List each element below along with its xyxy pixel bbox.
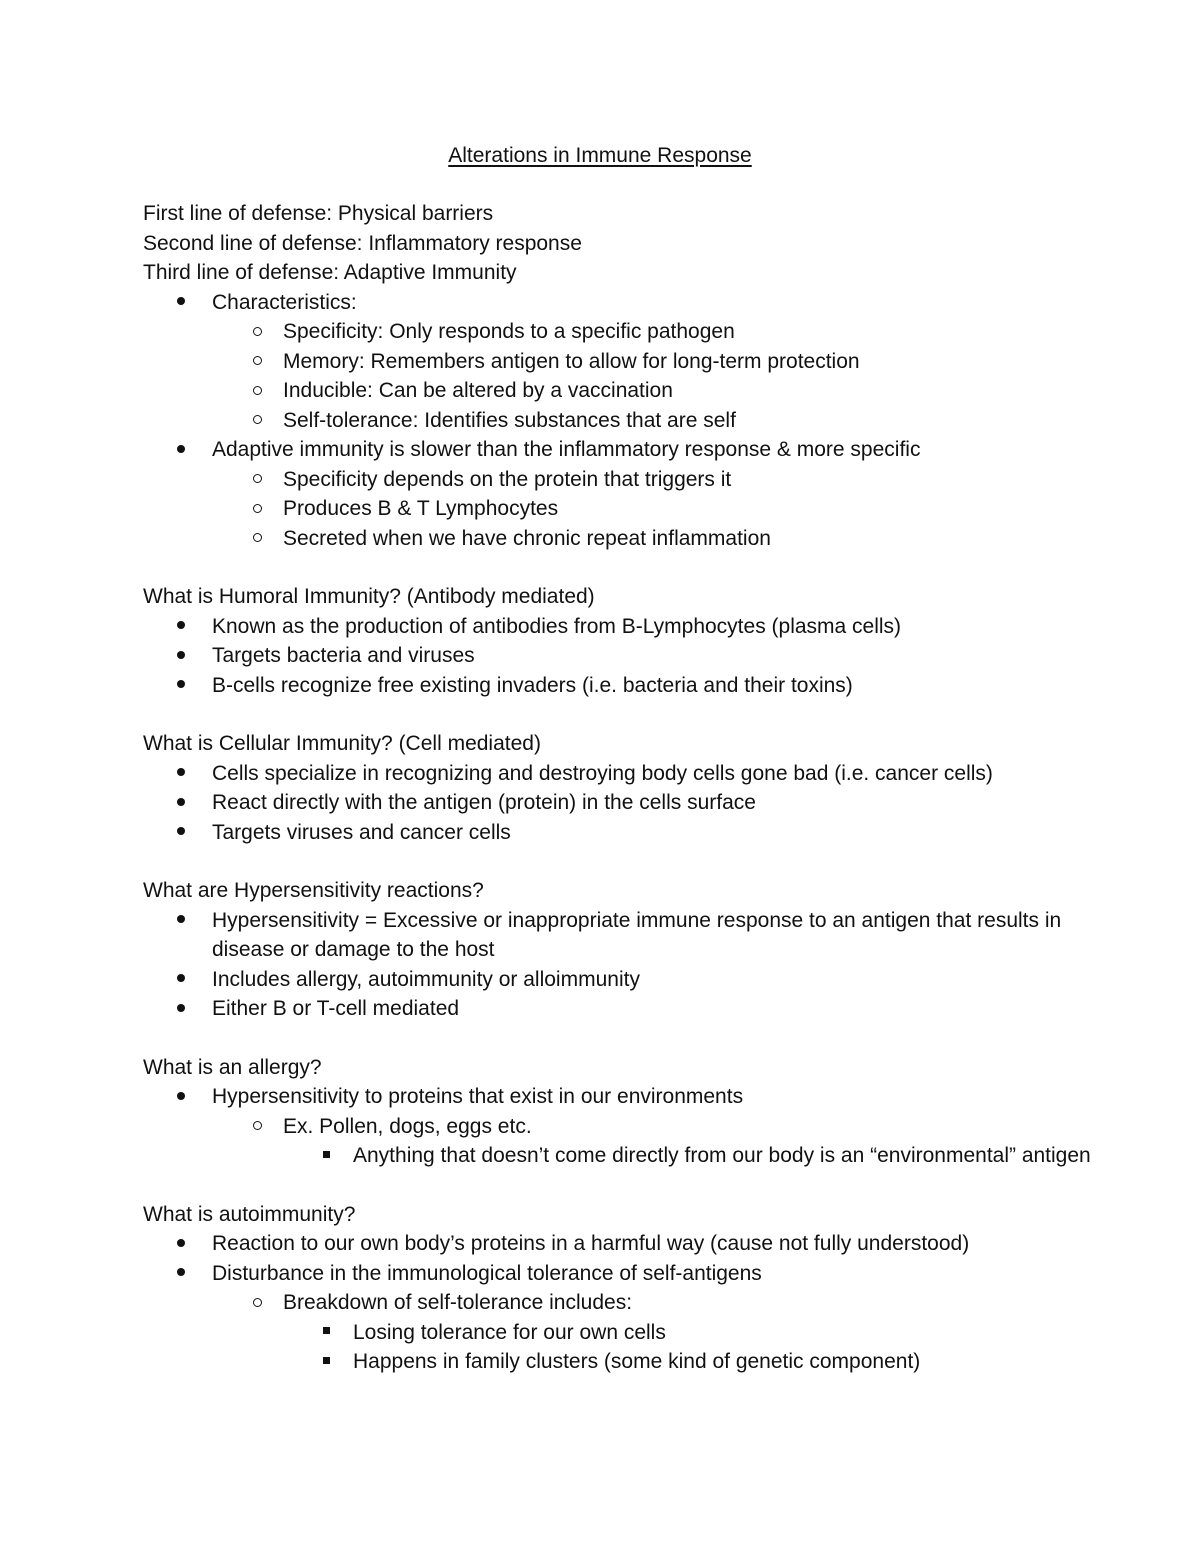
line-text: Ex. Pollen, dogs, eggs etc. [283,1114,532,1138]
filled-bullet-icon [171,965,191,995]
list-item [143,465,1083,495]
filled-bullet-icon [171,671,191,701]
line-text: Targets viruses and cancer cells [212,820,511,844]
filled-bullet-icon [171,906,191,936]
section-heading-line [143,258,1083,288]
hollow-bullet-icon [247,406,267,436]
line-text: Reaction to our own body’s proteins in a harmful way (cause not fully understood) [212,1232,970,1255]
list-item [143,788,1083,818]
section-heading-line [143,582,1083,612]
filled-bullet-icon [171,435,191,465]
list-item [143,1112,1083,1142]
square-bullet-icon [316,1318,336,1348]
line-text: Characteristics: [212,290,357,314]
line-text: Memory: Remembers antigen to allow for long-term protection [283,349,860,373]
line-text: What is Humoral Immunity? (Antibody mediated) [143,585,595,608]
line-text: Losing tolerance for our own cells [353,1320,666,1344]
list-item [143,406,1083,436]
filled-bullet-icon [171,1082,191,1112]
filled-bullet-icon [171,994,191,1024]
line-text: Happens in family clusters (some kind of genetic component) [353,1350,921,1373]
line-text: Breakdown of self-tolerance includes: [283,1291,633,1314]
list-item [143,524,1083,554]
blank-line [143,700,1083,729]
list-item [143,347,1083,377]
hollow-bullet-icon [247,524,267,554]
filled-bullet-icon [171,1229,191,1259]
line-text: Known as the production of antibodies from B-Lymphocytes (plasma cells) [212,614,902,638]
line-text: Specificity depends on the protein that triggers it [283,467,732,491]
line-text: What is an allergy? [143,1055,322,1079]
filled-bullet-icon [171,788,191,818]
section-heading-line [143,229,1083,259]
line-text: Secreted when we have chronic repeat inflammation [283,526,771,550]
line-text: Specificity: Only responds to a specific pathogen [283,320,735,343]
line-text: B-cells recognize free existing invaders (i.e. bacteria and their toxins) [212,673,853,697]
blank-line [143,553,1083,582]
list-item [143,612,1083,642]
line-text: Second line of defense: Inflammatory response [143,231,582,255]
line-text: What are Hypersensitivity reactions? [143,879,484,902]
list-item [143,641,1083,671]
section-heading-line [143,729,1083,759]
hollow-bullet-icon [247,1288,267,1318]
line-text: Either B or T-cell mediated [212,997,460,1020]
list-item [143,994,1083,1024]
filled-bullet-icon [171,818,191,848]
hollow-bullet-icon [247,317,267,347]
list-item [143,906,1083,965]
line-text: What is autoimmunity? [143,1202,356,1226]
line-text: Hypersensitivity = Excessive or inappropriate immune response to an antigen that results in disease or damage to the host [212,908,1062,961]
list-item [143,759,1083,789]
filled-bullet-icon [171,612,191,642]
hollow-bullet-icon [247,465,267,495]
blank-line [143,1171,1083,1200]
section-heading-line [143,1053,1083,1083]
document-body [143,199,1091,1377]
document-title-container [0,141,1200,171]
list-item [143,376,1083,406]
list-item [143,494,1083,524]
list-item [143,965,1083,995]
line-text: Targets bacteria and viruses [212,644,475,667]
line-text: What is Cellular Immunity? (Cell mediated) [143,732,541,755]
line-text: Third line of defense: Adaptive Immunity [143,261,517,284]
blank-line [143,847,1083,876]
line-text: Produces B & T Lymphocytes [283,497,559,520]
list-item [143,1259,1083,1289]
filled-bullet-icon [171,641,191,671]
list-item [143,1318,1083,1348]
square-bullet-icon [316,1141,336,1171]
hollow-bullet-icon [247,494,267,524]
square-bullet-icon [316,1347,336,1377]
section-heading-line [143,199,1083,229]
hollow-bullet-icon [247,347,267,377]
list-item [143,1229,1083,1259]
list-item [143,1141,1091,1171]
filled-bullet-icon [171,759,191,789]
line-text: Hypersensitivity to proteins that exist in our environments [212,1085,744,1108]
line-text: React directly with the antigen (protein) in the cells surface [212,791,756,814]
line-text: Adaptive immunity is slower than the inflammatory response & more specific [212,438,921,461]
line-text: First line of defense: Physical barriers [143,202,494,225]
list-item [143,1347,1083,1377]
line-text: Cells specialize in recognizing and destroying body cells gone bad (i.e. cancer cells) [212,761,993,785]
filled-bullet-icon [171,288,191,318]
list-item [143,288,1083,318]
line-text: Inducible: Can be altered by a vaccination [283,379,673,402]
line-text: Includes allergy, autoimmunity or alloimmunity [212,967,640,991]
section-heading-line [143,1200,1083,1230]
document-title: Alterations in Immune Response [448,144,752,167]
section-heading-line [143,876,1083,906]
hollow-bullet-icon [247,376,267,406]
list-item [143,1082,1083,1112]
line-text: Disturbance in the immunological tolerance of self-antigens [212,1261,762,1285]
blank-line [143,1024,1083,1053]
list-item [143,435,1083,465]
list-item [143,671,1083,701]
list-item [143,317,1083,347]
filled-bullet-icon [171,1259,191,1289]
line-text: Anything that doesn’t come directly from our body is an “environmental” antigen [353,1144,1091,1167]
line-text: Self-tolerance: Identifies substances that are self [283,408,736,432]
list-item [143,1288,1083,1318]
hollow-bullet-icon [247,1112,267,1142]
list-item [143,818,1083,848]
